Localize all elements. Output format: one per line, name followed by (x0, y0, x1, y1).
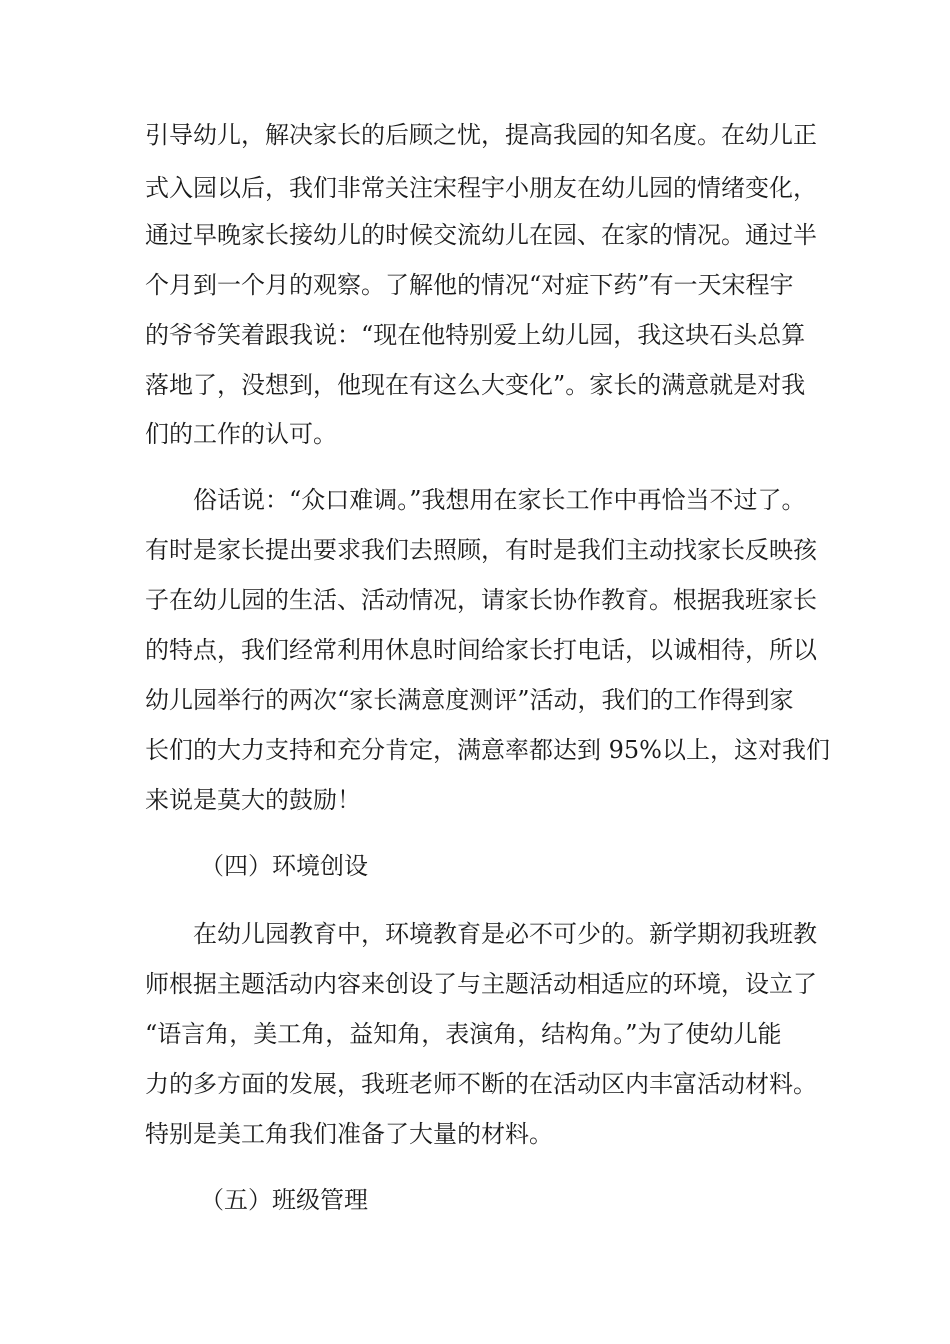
paragraph-1-line-3: 通过早晚家长接幼儿的时候交流幼儿在园、在家的情况。通过半 (145, 221, 817, 249)
paragraph-3-line-2: 师根据主题活动内容来创设了与主题活动相适应的环境，设立了 (145, 970, 817, 998)
paragraph-2-line-6: 长们的大力支持和充分肯定，满意率都达到 95%以上，这对我们 (145, 736, 830, 764)
paragraph-2-line-5: 幼儿园举行的两次“家长满意度测评”活动，我们的工作得到家 (145, 686, 794, 714)
paragraph-2-line-2: 有时是家长提出要求我们去照顾，有时是我们主动找家长反映孩 (145, 536, 817, 564)
section-heading-5: （五）班级管理 (200, 1186, 368, 1214)
paragraph-1-line-6: 落地了，没想到，他现在有这么大变化”。家长的满意就是对我 (145, 371, 806, 399)
paragraph-1-line-5: 的爷爷笑着跟我说：“现在他特别爱上幼儿园，我这块石头总算 (145, 321, 806, 349)
paragraph-2-line-7: 来说是莫大的鼓励！ (145, 786, 361, 814)
paragraph-2-line-3: 子在幼儿园的生活、活动情况，请家长协作教育。根据我班家长 (145, 586, 817, 614)
paragraph-1-line-1: 引导幼儿，解决家长的后顾之忧，提高我园的知名度。在幼儿正 (145, 121, 817, 149)
paragraph-1-line-2: 式入园以后，我们非常关注宋程宇小朋友在幼儿园的情绪变化， (145, 174, 817, 202)
paragraph-2-line-1: 俗话说：“众口难调。”我想用在家长工作中再恰当不过了。 (193, 486, 806, 514)
section-heading-4: （四）环境创设 (200, 852, 368, 880)
paragraph-3-line-5: 特别是美工角我们准备了大量的材料。 (145, 1120, 553, 1148)
paragraph-1-line-7: 们的工作的认可。 (145, 420, 337, 448)
paragraph-1-line-4: 个月到一个月的观察。了解他的情况“对症下药”有一天宋程宇 (145, 271, 794, 299)
paragraph-3-line-3: “语言角，美工角，益知角，表演角，结构角。”为了使幼儿能 (145, 1020, 782, 1048)
paragraph-3-line-1: 在幼儿园教育中，环境教育是必不可少的。新学期初我班教 (193, 920, 817, 948)
paragraph-3-line-4: 力的多方面的发展，我班老师不断的在活动区内丰富活动材料。 (145, 1070, 817, 1098)
paragraph-2-line-4: 的特点，我们经常利用休息时间给家长打电话，以诚相待，所以 (145, 636, 817, 664)
